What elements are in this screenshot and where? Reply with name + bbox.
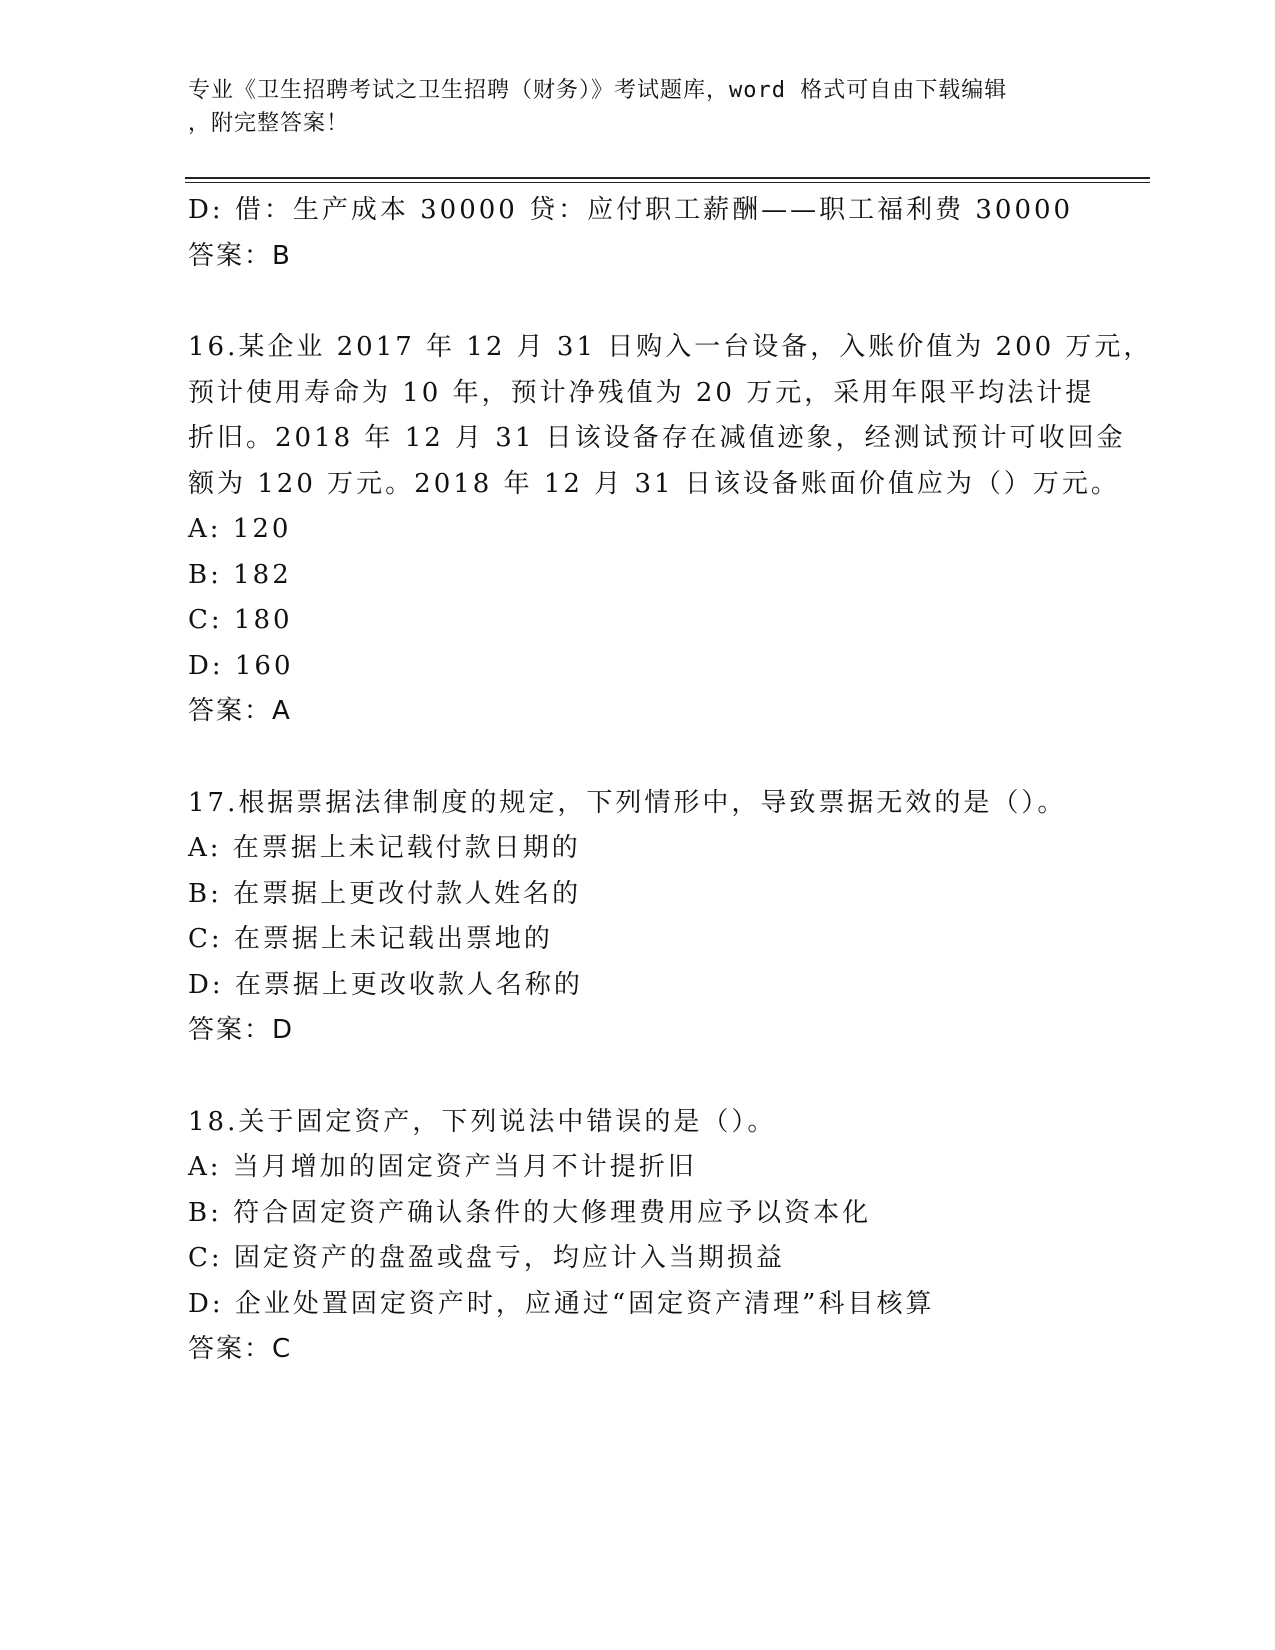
spacer [188,1054,1098,1100]
option-d: D: 160 [188,650,294,681]
option-c: C: 固定资产的盘盈或盘亏，均应计入当期损益 [188,1243,785,1273]
answer-line: 答案：D [188,1015,295,1045]
question-stem-line: 16.某企业 2017 年 12 月 31 日购入一台设备，入账价值为 200 万元， [188,332,1153,362]
question-stem-line: 折旧。2018 年 12 月 31 日该设备存在减值迹象，经测试预计可收回金 [188,423,1126,453]
header-divider-thick [185,177,1150,179]
header-line-2: ，附完整答案！ [188,111,350,136]
answer-line: 答案：A [188,696,292,726]
option-a: A: 在票据上未记载付款日期的 [188,833,581,863]
question-stem: 18.关于固定资产，下列说法中错误的是（）。 [188,1106,777,1137]
question-stem-line: 额为 120 万元。2018 年 12 月 31 日该设备账面价值应为（）万元。 [188,468,1120,499]
option-c: C: 在票据上未记载出票地的 [188,924,553,954]
option-d: D: 借：生产成本 30000 贷：应付职工薪酬——职工福利费 30000 [188,195,1074,225]
previous-question-tail [188,188,1098,279]
option-c: C: 180 [188,605,293,635]
question-16 [188,325,1153,735]
answer-line: 答案：C [188,1334,293,1364]
page-header [188,74,1068,140]
option-a: A: 120 [188,514,292,544]
spacer [188,279,1098,325]
option-b: B: 符合固定资产确认条件的大修理费用应予以资本化 [188,1197,872,1228]
header-line-1: 专业《卫生招聘考试之卫生招聘（财务）》考试题库，word 格式可自由下载编辑 [188,78,1008,103]
answer-line: 答案：B [188,240,292,271]
option-d: D: 在票据上更改收款人名称的 [188,969,583,1000]
option-b: B: 182 [188,559,292,590]
option-a: A: 当月增加的固定资产当月不计提折旧 [188,1152,697,1182]
question-18 [188,1100,1098,1373]
document-body [188,188,1153,1373]
option-b: B: 在票据上更改付款人姓名的 [188,878,582,909]
option-d: D: 企业处置固定资产时，应通过“固定资产清理”科目核算 [188,1288,935,1319]
spacer [188,735,1098,781]
question-17 [188,781,1098,1054]
header-divider-thin [185,182,1150,183]
question-stem-line: 预计使用寿命为 10 年，预计净残值为 20 万元，采用年限平均法计提 [188,377,1095,408]
question-stem: 17.根据票据法律制度的规定，下列情形中，导致票据无效的是（）。 [188,787,1067,818]
